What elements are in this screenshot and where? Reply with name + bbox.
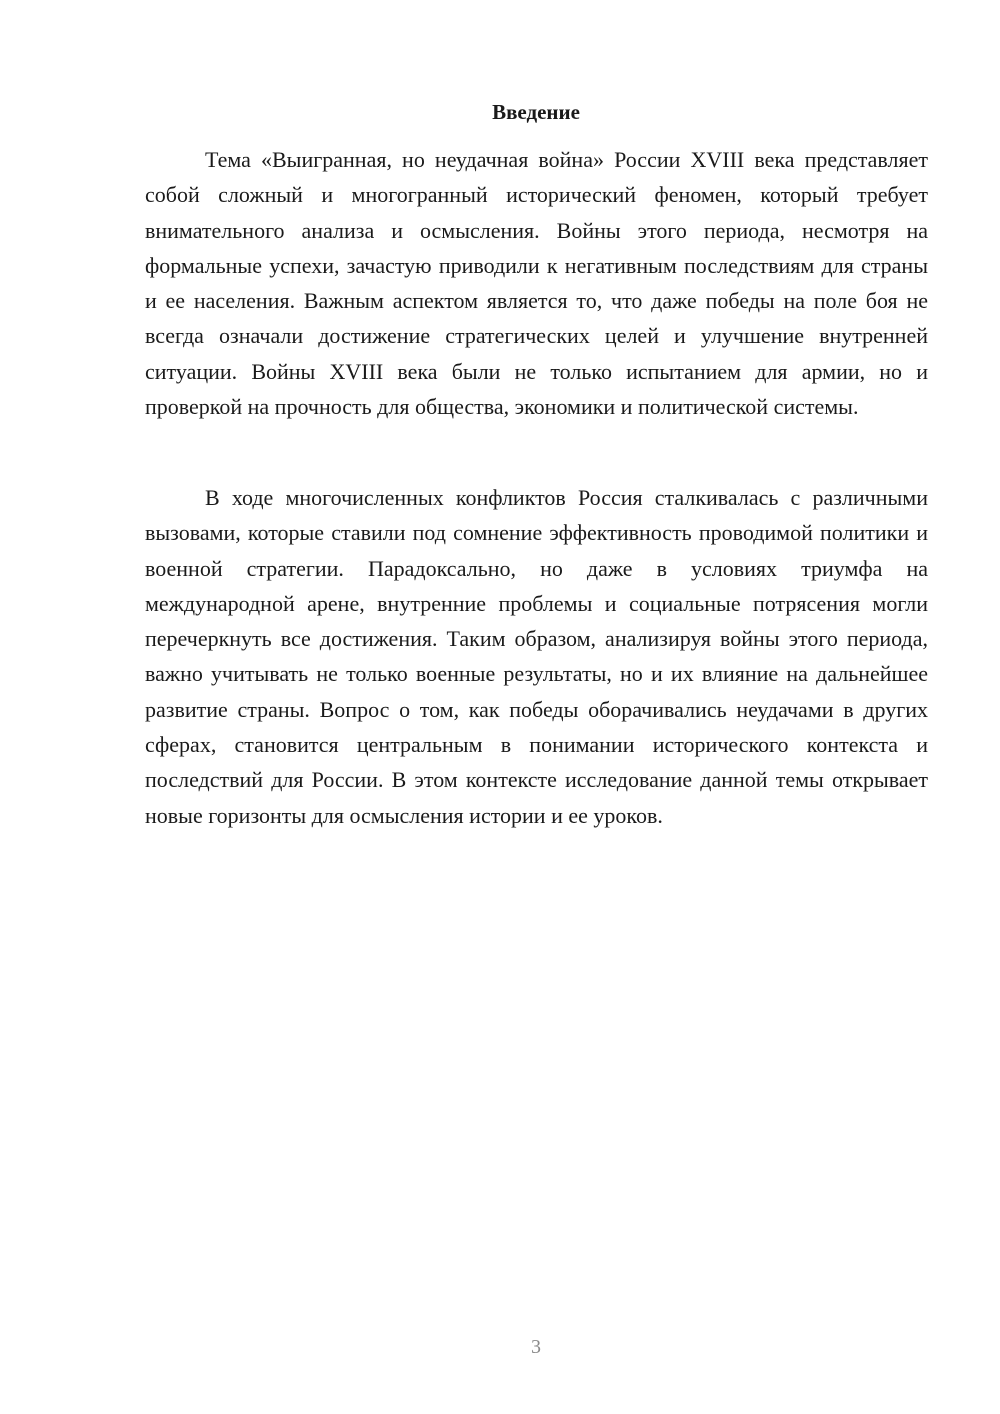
section-heading: Введение (492, 100, 580, 124)
body-paragraph-1: Тема «Выигранная, но неудачная война» России XVIII века представляет собой сложный и многогранный исторический феномен, который требует внимательного анализа и осмысления. Войны этого периода, несмотря на формальные успехи, зачастую приводили к негативным последствиям для страны и ее населения. Важным аспектом является то, что даже победы на поле боя не всегда означали достижение стратегических целей и улучшение внутренней ситуации. Войны XVIII века были не только испытанием для армии, но и проверкой на прочность для общества, экономики и политической системы. (145, 147, 928, 420)
body-paragraph-2: В ходе многочисленных конфликтов Россия сталкивалась с различными вызовами, которые ставили под сомнение эффективность проводимой политики и военной стратегии. Парадоксально, но даже в условиях триумфа на международной арене, внутренние проблемы и социальные потрясения могли перечеркнуть все достижения. Таким образом, анализируя войны этого периода, важно учитывать не только военные результаты, но и их влияние на дальнейшее развитие страны. Вопрос о том, как победы оборачивались неудачами в других сферах, становится центральным в понимании исторического контекста и последствий для России. В этом контексте исследование данной темы открывает новые горизонты для осмысления истории и ее уроков. (145, 485, 928, 828)
page-number: 3 (531, 1336, 541, 1358)
